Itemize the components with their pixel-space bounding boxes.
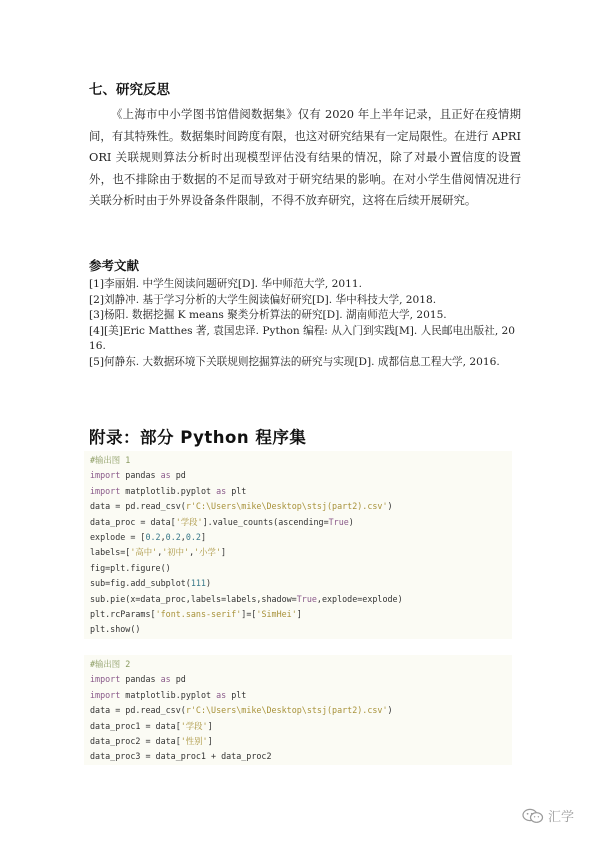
code-token: 'font.sans-serif': [155, 608, 242, 619]
code-token: r'C:\Users\mike\Desktop\stsj(part2).csv': [185, 705, 388, 716]
code-token: matplotlib.pyplot: [120, 485, 217, 496]
code-token: as: [216, 689, 227, 700]
code-token: ,: [180, 531, 186, 542]
code-line: [90, 545, 512, 560]
code-line: [90, 672, 512, 687]
code-token: ]: [296, 608, 302, 619]
code-token: fig=plt.figure(): [90, 562, 171, 573]
code-token: as: [160, 674, 171, 685]
code-token: data_proc3 = data_proc1 + data_proc2: [90, 751, 272, 762]
code-token: 'SimHei': [256, 608, 297, 619]
code-token: ]: [207, 720, 213, 731]
code-token: as: [216, 485, 227, 496]
code-token: import: [90, 485, 121, 496]
code-line: [90, 576, 512, 591]
code-line: [90, 515, 512, 530]
code-token: sub=fig.add_subplot(: [90, 578, 191, 589]
code-token: ]: [207, 735, 213, 746]
code-token: True: [296, 593, 317, 604]
code-token: ): [387, 501, 393, 512]
code-line: [90, 749, 512, 764]
code-token: '小学': [194, 547, 221, 558]
code-token: plt: [226, 689, 247, 700]
code-token: data_proc = data[: [90, 516, 176, 527]
code-token: r'C:\Users\mike\Desktop\stsj(part2).csv': [185, 501, 388, 512]
code-token: data_proc1 = data[: [90, 720, 181, 731]
reference-item: [2]刘静冲. 基于学习分析的大学生阅读偏好研究[D]. 华中科技大学, 2018.: [89, 293, 437, 306]
code-token: ): [348, 516, 354, 527]
references-heading: 参考文献: [89, 258, 140, 273]
code-line: [90, 592, 512, 607]
code-token: #输出图 1: [90, 455, 131, 465]
code-token: import: [90, 674, 121, 685]
code-line: [90, 703, 512, 718]
code-line: [90, 561, 512, 576]
code-line: [90, 499, 512, 514]
code-token: 0.2: [165, 531, 181, 542]
code-line: [90, 530, 512, 545]
code-token: ): [387, 705, 393, 716]
code-token: labels=[: [90, 547, 131, 558]
code-line: [90, 607, 512, 622]
code-token: ): [205, 578, 212, 589]
code-token: ]: [220, 547, 227, 558]
code-line: [90, 484, 512, 499]
wechat-icon: [522, 808, 544, 824]
code-line: [90, 453, 512, 468]
code-token: import: [90, 689, 121, 700]
code-token: plt: [226, 485, 247, 496]
code-token: sub.pie(x=data_proc,labels=labels,shadow=: [90, 593, 297, 604]
code-token: #输出图 2: [90, 659, 131, 669]
code-token: plt.rcParams[: [90, 608, 156, 619]
code-line: [90, 657, 512, 672]
code-token: ,: [157, 547, 163, 558]
code-token: ]: [200, 531, 207, 542]
code-token: ].value_counts(ascending=: [202, 516, 329, 527]
references-list: [89, 277, 521, 371]
code-token: 111: [190, 578, 206, 589]
code-token: ,: [189, 547, 195, 558]
reference-item: [5]何静东. 大数据环境下关联规则挖掘算法的研究与实现[D]. 成都信息工程大学, 2016.: [89, 355, 500, 368]
code-block-2: [84, 655, 512, 765]
code-token: '学段': [175, 516, 203, 527]
code-token: import: [90, 470, 121, 481]
code-token: explode = [: [90, 531, 146, 542]
code-token: pd: [170, 674, 186, 685]
research-reflection-paragraph: 《上海市中小学图书馆借阅数据集》仅有 2020 年上半年记录，且正好在疫情期间，有其特殊性。数据集时间跨度有限，也这对研究结果有一定局限性。在进行 APRIORI 关联规则算法分析时出现模型评估没有结果的情况，除了对最小置信度的设置外，也不排除由于数据的不足而导致对于研究结果的影响。在对小学生借阅情况进行关联分析时由于外界设备条件限制，不得不放弃研究，这将在后续开展研究。: [89, 107, 521, 208]
code-token: as: [160, 470, 171, 481]
code-token: data = pd.read_csv(: [90, 501, 186, 512]
code-token: ]=[: [241, 608, 257, 619]
code-token: True: [328, 516, 349, 527]
section-heading: 七、研究反思: [89, 82, 170, 98]
code-token: ,: [160, 531, 166, 542]
reference-item: [3]杨阳. 数据挖掘 K means 聚类分析算法的研究[D]. 湖南师范大学, 2015.: [89, 309, 447, 322]
code-token: '初中': [162, 547, 190, 558]
code-line: [90, 622, 512, 637]
reference-item: [1]李丽娟. 中学生阅读问题研究[D]. 华中师范大学, 2011.: [89, 278, 362, 290]
code-block-1: [84, 451, 512, 639]
code-token: pandas: [120, 674, 161, 685]
watermark-text: 汇学: [548, 810, 575, 825]
code-token: pd: [170, 470, 186, 481]
code-line: [90, 468, 512, 483]
code-token: 0.2: [145, 531, 161, 542]
code-token: pandas: [120, 470, 161, 481]
appendix-heading: 附录：部分 Python 程序集: [89, 428, 307, 447]
reference-item: [4][美]Eric Matthes 著, 袁国忠译. Python 编程: 从入门到实践[M]. 人民邮电出版社, 2016.: [89, 324, 516, 353]
code-line: [90, 719, 512, 734]
watermark: [522, 806, 574, 825]
code-line: [90, 688, 512, 703]
code-token: '性别': [180, 735, 208, 746]
code-line: [90, 734, 512, 749]
code-token: '高中': [130, 547, 158, 558]
code-token: plt.show(): [90, 624, 141, 635]
code-token: '学段': [180, 720, 208, 731]
code-token: ,explode=explode): [316, 593, 403, 604]
code-token: matplotlib.pyplot: [120, 689, 217, 700]
code-token: data = pd.read_csv(: [90, 705, 186, 716]
code-token: data_proc2 = data[: [90, 735, 181, 746]
code-token: 0.2: [185, 531, 201, 542]
